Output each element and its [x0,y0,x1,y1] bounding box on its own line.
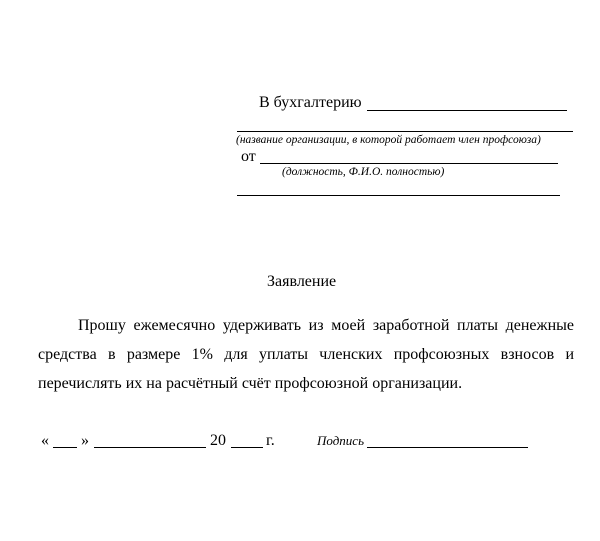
year-suffix: г. [266,432,275,449]
from-blank-line-2[interactable] [237,195,560,196]
close-quote: » [81,432,89,449]
application-body [38,311,574,398]
to-accounting-label: В бухгалтерию [259,94,362,111]
organization-blank-line-2[interactable] [237,131,573,132]
day-blank[interactable] [53,447,77,448]
body-line-3: перечислять их на расчётный счёт профсоюзной организации. [38,375,463,392]
organization-hint: (название организации, в которой работает член профсоюза) [236,134,541,146]
year-blank[interactable] [231,447,263,448]
open-quote: « [41,432,49,449]
signature-label: Подпись [317,433,364,448]
month-blank[interactable] [94,447,206,448]
document-title: Заявление [267,273,337,290]
from-blank-line[interactable] [260,163,558,164]
signature-blank[interactable] [367,447,528,448]
body-line-1: Прошу ежемесячно удерживать из моей заработной платы денежные [78,317,574,334]
position-name-hint: (должность, Ф.И.О. полностью) [282,166,445,178]
organization-blank-line[interactable] [367,110,567,111]
from-label: от [241,148,256,165]
year-prefix: 20 [210,432,226,449]
body-line-2: средства в размере 1% для уплаты членских профсоюзных взносов и [38,346,574,363]
